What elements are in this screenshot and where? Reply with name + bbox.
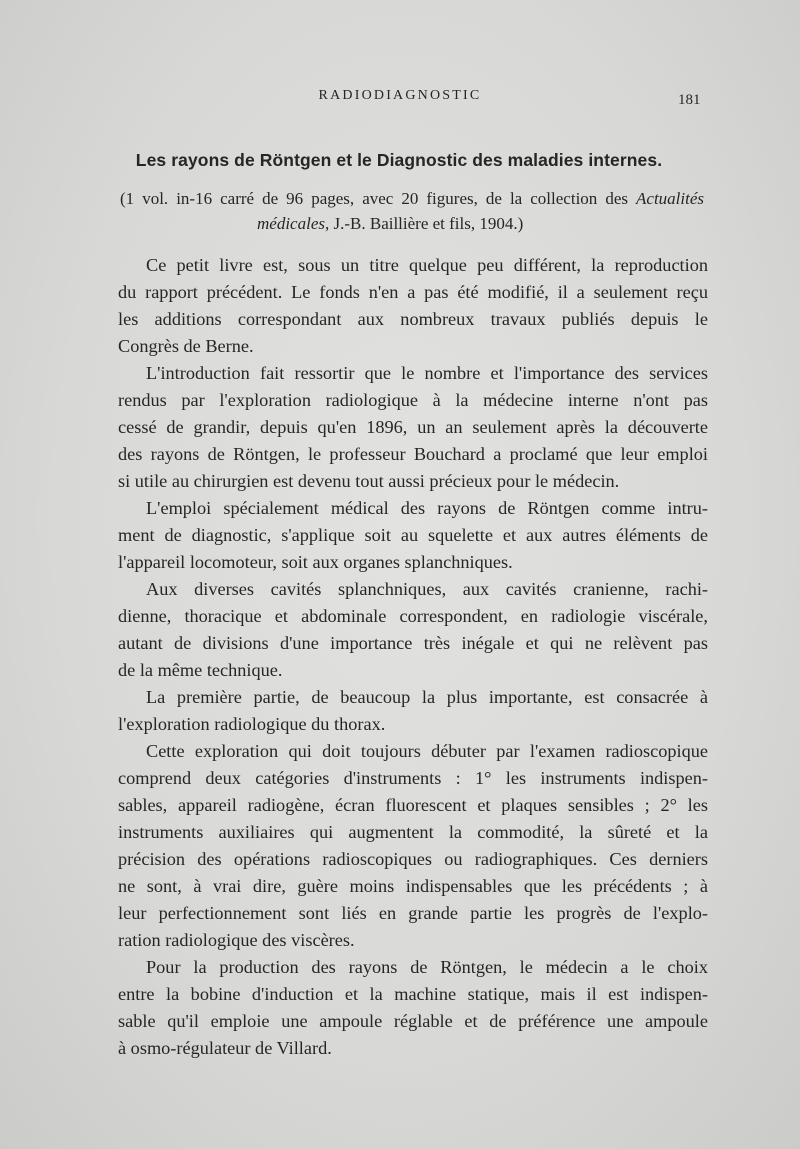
text-line: l'appareil locomoteur, soit aux organes splanchniques. xyxy=(118,552,513,572)
text-line: La première partie, de beaucoup la plus importante, est consacrée à xyxy=(146,687,708,707)
text-line: les additions correspondant aux nombreux travaux publiés depuis le xyxy=(118,309,708,329)
paragraph-2 xyxy=(118,360,708,495)
text-line: cessé de grandir, depuis qu'en 1896, un an seulement après la découverte xyxy=(118,417,708,437)
text-line: dienne, thoracique et abdominale correspondent, en radiologie viscérale, xyxy=(118,606,708,626)
citation-line-1: (1 vol. in-16 carré de 96 pages, avec 20 figures, de la collection des Actualités xyxy=(120,189,704,208)
bibliographic-citation xyxy=(120,186,704,236)
text-line: rendus par l'exploration radiologique à la médecine interne n'ont pas xyxy=(118,390,708,410)
paragraph-4 xyxy=(118,576,708,684)
text-line: Cette exploration qui doit toujours débuter par l'examen radioscopique xyxy=(146,741,708,761)
text-line: si utile au chirurgien est devenu tout aussi précieux pour le médecin. xyxy=(118,471,620,491)
text-line: précision des opérations radioscopiques ou radiographiques. Ces derniers xyxy=(118,849,708,869)
paragraph-7 xyxy=(118,954,708,1062)
text-line: du rapport précédent. Le fonds n'en a pas été modifié, il a seulement reçu xyxy=(118,282,708,302)
text-line: entre la bobine d'induction et la machine statique, mais il est indispen- xyxy=(118,984,708,1004)
text-line: sable qu'il emploie une ampoule réglable et de préférence une ampoule xyxy=(118,1011,708,1031)
text-line: ment de diagnostic, s'applique soit au squelette et aux autres éléments de xyxy=(118,525,708,545)
page-number: 181 xyxy=(678,92,701,108)
text-line: Ce petit livre est, sous un titre quelque peu différent, la reproduction xyxy=(146,255,708,275)
text-line: L'emploi spécialement médical des rayons de Röntgen comme intru- xyxy=(146,498,708,518)
text-line: de la même technique. xyxy=(118,660,283,680)
text-line: comprend deux catégories d'instruments : 1° les instruments indispen- xyxy=(118,768,708,788)
article-body xyxy=(118,252,708,1062)
text-line: à osmo-régulateur de Villard. xyxy=(118,1038,332,1058)
running-head: RADIODIAGNOSTIC xyxy=(318,88,482,103)
citation-line-2: médicales, J.-B. Baillière et fils, 1904.) xyxy=(257,214,524,233)
text-line: Pour la production des rayons de Röntgen, le médecin a le choix xyxy=(146,957,708,977)
paragraph-5 xyxy=(118,684,708,738)
article-title: Les rayons de Röntgen et le Diagnostic des maladies internes. xyxy=(135,150,663,170)
text-line: autant de divisions d'une importance très inégale et qui ne relèvent pas xyxy=(118,633,708,653)
text-line: L'introduction fait ressortir que le nombre et l'importance des services xyxy=(146,363,708,383)
paragraph-3 xyxy=(118,495,708,576)
text-line: instruments auxiliaires qui augmentent la commodité, la sûreté et la xyxy=(118,822,708,842)
text-line: Congrès de Berne. xyxy=(118,336,254,356)
text-line: l'exploration radiologique du thorax. xyxy=(118,714,386,734)
text-line: leur perfectionnement sont liés en grande partie les progrès de l'explo- xyxy=(118,903,708,923)
text-line: ration radiologique des viscères. xyxy=(118,930,355,950)
text-line: des rayons de Röntgen, le professeur Bouchard a proclamé que leur emploi xyxy=(118,444,708,464)
paragraph-6 xyxy=(118,738,708,954)
text-line: ne sont, à vrai dire, guère moins indispensables que les précédents ; à xyxy=(118,876,708,896)
text-line: Aux diverses cavités splanchniques, aux cavités cranienne, rachi- xyxy=(146,579,708,599)
text-line: sables, appareil radiogène, écran fluorescent et plaques sensibles ; 2° les xyxy=(118,795,708,815)
paragraph-1 xyxy=(118,252,708,360)
